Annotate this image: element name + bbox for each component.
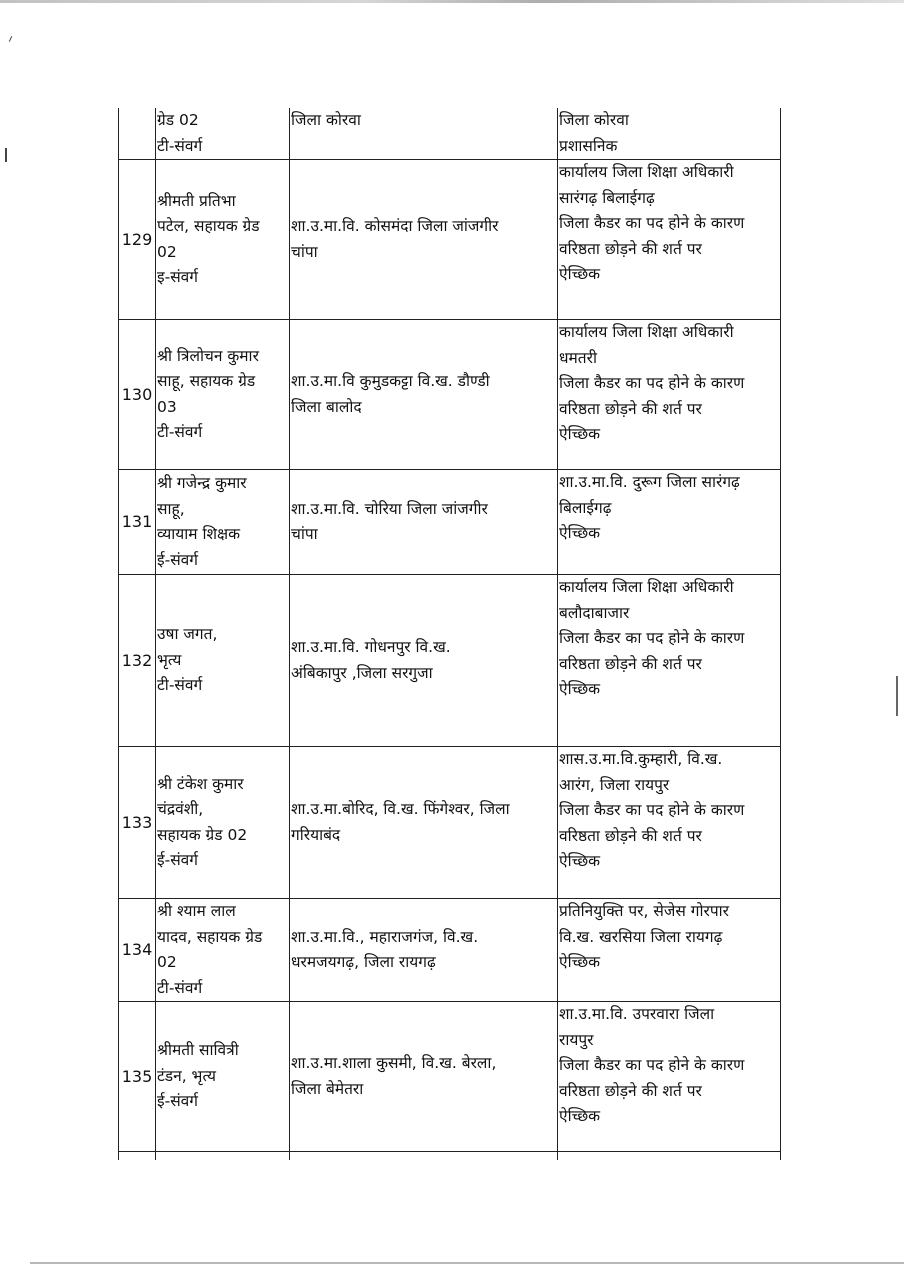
- new-posting-line: ऐच्छिक: [559, 852, 601, 870]
- new-posting-line: आरंग, जिला रायपुर: [559, 775, 670, 794]
- name-line: श्री त्रिलोचन कुमार: [157, 346, 259, 365]
- name-line: टी-संवर्ग: [157, 676, 203, 695]
- scan-edge-top: [0, 0, 904, 3]
- name-cell: [156, 108, 290, 160]
- name-line: ई-संवर्ग: [157, 1092, 199, 1111]
- new-posting-line: कार्यालय जिला शिक्षा अधिकारी: [559, 163, 734, 181]
- new-posting-line: जिला कैडर का पद होने के कारण: [559, 214, 745, 232]
- name-cell: [156, 747, 290, 899]
- margin-mark: [896, 676, 898, 716]
- current-posting-cell: [290, 160, 558, 320]
- serial-number: 131: [119, 470, 156, 575]
- table-row: [119, 470, 781, 575]
- name-line: टी-संवर्ग: [157, 423, 203, 441]
- name-line: ई-संवर्ग: [157, 851, 199, 869]
- name-line: व्यायाम शिक्षक: [157, 525, 241, 543]
- new-posting-line: बलौदाबाजार: [559, 603, 630, 622]
- new-posting-line: ऐच्छिक: [559, 425, 601, 443]
- table-row: [119, 899, 781, 1002]
- new-posting-line: धमतरी: [559, 348, 597, 367]
- new-posting-line: रायपुर: [559, 1030, 594, 1049]
- current-posting-line: गरियाबंद: [291, 825, 341, 844]
- name-line: भृत्य: [157, 650, 182, 669]
- name-line: यादव, सहायक ग्रेड: [157, 927, 263, 946]
- current-posting-cell: [290, 108, 558, 160]
- new-posting-cell: [558, 160, 781, 320]
- transfer-table: [118, 108, 781, 1160]
- name-line: इ-संवर्ग: [157, 268, 199, 286]
- new-posting-cell: [558, 108, 781, 160]
- new-posting-line: वरिष्ठता छोड़ने की शर्त पर: [559, 399, 702, 418]
- new-posting-line: वरिष्ठता छोड़ने की शर्त पर: [559, 1081, 702, 1100]
- new-posting-line: प्रशासनिक: [559, 136, 618, 155]
- current-posting-line: शा.उ.मा.वि. चोरिया जिला जांजगीर: [291, 499, 488, 518]
- current-posting-line: चांपा: [291, 242, 318, 261]
- current-posting-cell: [290, 1152, 558, 1160]
- current-posting-line: जिला बेमेतरा: [291, 1079, 364, 1098]
- name-line: सहायक ग्रेड 02: [157, 825, 248, 844]
- serial-number: 130: [119, 320, 156, 470]
- current-posting-line: जिला बालोद: [291, 397, 362, 416]
- current-posting-line: चांपा: [291, 525, 318, 543]
- name-line: श्री श्याम लाल: [157, 902, 236, 920]
- new-posting-line: शास.उ.मा.वि.कुम्हारी, वि.ख.: [559, 750, 723, 768]
- new-posting-line: वरिष्ठता छोड़ने की शर्त पर: [559, 826, 702, 845]
- name-line: साहू,: [157, 499, 185, 518]
- new-posting-cell: [558, 470, 781, 575]
- margin-mark: [9, 36, 12, 42]
- name-line: श्रीमती सावित्री: [157, 1041, 239, 1060]
- new-posting-line: शा.उ.मा.वि. दुरूग जिला सारंगढ़: [559, 473, 740, 491]
- serial-number: 133: [119, 747, 156, 899]
- name-cell: [156, 575, 290, 747]
- new-posting-line: ऐच्छिक: [559, 953, 601, 971]
- new-posting-line: वि.ख. खरसिया जिला रायगढ़: [559, 927, 723, 946]
- new-posting-line: जिला कैडर का पद होने के कारण: [559, 1056, 745, 1074]
- name-line: ग्रेड 02: [157, 111, 199, 129]
- new-posting-cell: [558, 1152, 781, 1160]
- name-line: 02: [157, 242, 177, 261]
- serial-cell: [119, 1152, 156, 1160]
- name-cell: [156, 1002, 290, 1152]
- new-posting-line: जिला कोरवा: [559, 111, 629, 129]
- current-posting-cell: [290, 575, 558, 747]
- current-posting-cell: [290, 470, 558, 575]
- new-posting-cell: [558, 575, 781, 747]
- new-posting-line: ऐच्छिक: [559, 265, 601, 283]
- serial-cell: [119, 108, 156, 160]
- margin-mark: [5, 148, 7, 162]
- new-posting-cell: [558, 1002, 781, 1152]
- name-line: टी-संवर्ग: [157, 136, 203, 155]
- scan-edge-bottom: [30, 1262, 904, 1264]
- new-posting-line: जिला कैडर का पद होने के कारण: [559, 801, 745, 819]
- new-posting-line: ऐच्छिक: [559, 1107, 601, 1125]
- table-row-tail: [119, 1152, 781, 1160]
- serial-number: 129: [119, 160, 156, 320]
- name-line: ई-संवर्ग: [157, 550, 199, 569]
- new-posting-line: जिला कैडर का पद होने के कारण: [559, 374, 745, 392]
- new-posting-cell: [558, 899, 781, 1002]
- current-posting-cell: [290, 320, 558, 470]
- new-posting-line: सारंगढ़ बिलाईगढ़: [559, 188, 655, 207]
- name-cell: [156, 320, 290, 470]
- serial-number: 134: [119, 899, 156, 1002]
- new-posting-line: वरिष्ठता छोड़ने की शर्त पर: [559, 239, 702, 258]
- new-posting-line: प्रतिनियुक्ति पर, सेजेस गोरपार: [559, 902, 729, 920]
- table-row: [119, 160, 781, 320]
- current-posting-line: जिला कोरवा: [291, 111, 361, 129]
- current-posting-cell: [290, 899, 558, 1002]
- current-posting-line: शा.उ.मा.वि. गोधनपुर वि.ख.: [291, 638, 451, 656]
- name-line: श्री टंकेश कुमार: [157, 774, 244, 793]
- current-posting-line: अंबिकापुर ,जिला सरगुजा: [291, 663, 433, 682]
- table-row: [119, 1002, 781, 1152]
- current-posting-cell: [290, 1002, 558, 1152]
- new-posting-line: ऐच्छिक: [559, 680, 601, 698]
- table-row-continuation: [119, 108, 781, 160]
- name-cell: [156, 470, 290, 575]
- name-line: चंद्रवंशी,: [157, 800, 204, 818]
- new-posting-line: वरिष्ठता छोड़ने की शर्त पर: [559, 654, 702, 673]
- new-posting-line: शा.उ.मा.वि. उपरवारा जिला: [559, 1005, 715, 1023]
- table-row: [119, 747, 781, 899]
- name-cell: [156, 899, 290, 1002]
- new-posting-line: कार्यालय जिला शिक्षा अधिकारी: [559, 323, 734, 341]
- new-posting-line: कार्यालय जिला शिक्षा अधिकारी: [559, 578, 734, 596]
- new-posting-cell: [558, 747, 781, 899]
- serial-number: 135: [119, 1002, 156, 1152]
- current-posting-line: शा.उ.मा.शाला कुसमी, वि.ख. बेरला,: [291, 1054, 497, 1072]
- current-posting-line: धरमजयगढ़, जिला रायगढ़: [291, 953, 436, 971]
- name-line: 02: [157, 953, 177, 971]
- name-line: 03: [157, 397, 177, 416]
- current-posting-line: शा.उ.मा.वि., महाराजगंज, वि.ख.: [291, 927, 479, 946]
- current-posting-line: शा.उ.मा.बोरिद, वि.ख. फिंगेश्वर, जिला: [291, 800, 510, 818]
- name-line: टी-संवर्ग: [157, 978, 203, 997]
- name-cell: [156, 1152, 290, 1160]
- current-posting-cell: [290, 747, 558, 899]
- name-line: उषा जगत,: [157, 625, 218, 644]
- name-line: पटेल, सहायक ग्रेड: [157, 217, 260, 235]
- table-row: [119, 320, 781, 470]
- name-line: टंडन, भृत्य: [157, 1066, 216, 1085]
- name-line: श्री गजेन्द्र कुमार: [157, 474, 247, 492]
- current-posting-line: शा.उ.मा.वि. कोसमंदा जिला जांजगीर: [291, 217, 499, 235]
- serial-number: 132: [119, 575, 156, 747]
- new-posting-cell: [558, 320, 781, 470]
- new-posting-line: जिला कैडर का पद होने के कारण: [559, 629, 745, 647]
- table-row: [119, 575, 781, 747]
- name-line: साहू, सहायक ग्रेड: [157, 372, 256, 390]
- new-posting-line: बिलाईगढ़: [559, 498, 612, 517]
- current-posting-line: शा.उ.मा.वि कुमुडकट्टा वि.ख. डौण्डी: [291, 372, 490, 390]
- new-posting-line: ऐच्छिक: [559, 524, 601, 542]
- name-line: श्रीमती प्रतिभा: [157, 191, 236, 210]
- name-cell: [156, 160, 290, 320]
